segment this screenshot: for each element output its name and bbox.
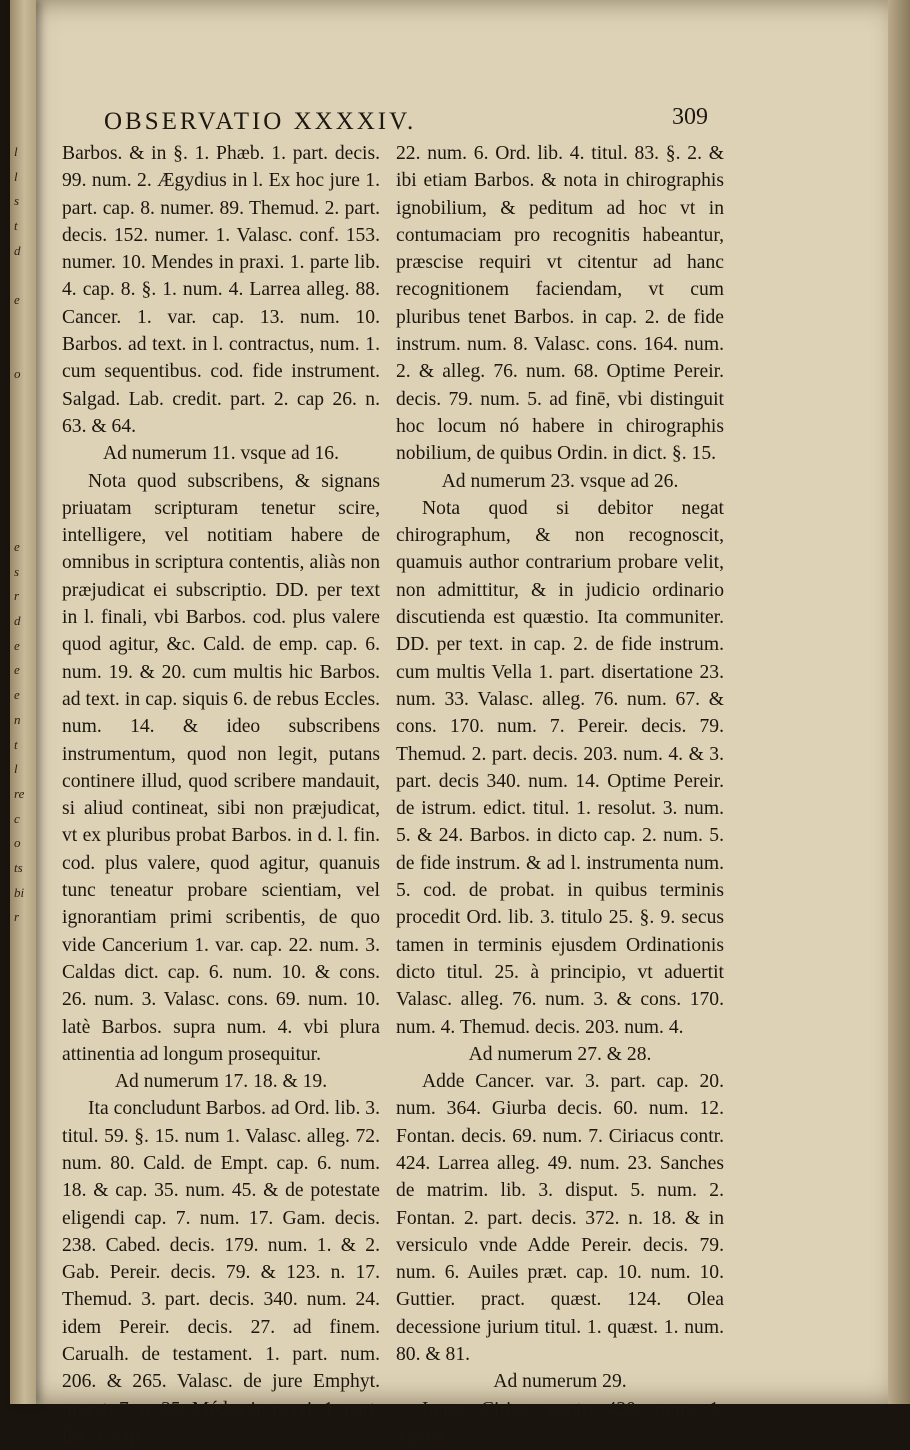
- page-header: [60, 100, 720, 140]
- left-paragraph-2: Nota quod subscribens, & signans priuatam scripturam tenetur scire, intelligere, vel notitiam habere de omnibus in scriptura contentis, aliàs non præjudicat ei subscriptio. DD. per text in l. finali, vbi Barbos. cod. plus valere quod agitur, &c. Cald. de emp. cap. 6. num. 19. & 20. cum multis hic Barbos. ad text. in cap. siquis 6. de rebus Eccles. num. 14. & ideo subscribens instrumentum, quod non legit, putans continere illud, quod scribere mandauit, si aliud contineat, sibi non præjudicat, vt ex pluribus probat Barbos. in d. l. fin. cod. plus valere, quod agitur, quanuis tunc teneatur probare scientiam, vel ignorantiam primi scribentis, de quo vide Cancerium 1. var. cap. 22. num. 3. Caldas dict. cap. 6. num. 10. & cons. 26. num. 3. Valasc. cons. 69. num. 10. latè Barbos. supra num. 4. vbi plura attinentia ad longum prosequitur.: [62, 470, 380, 1065]
- page-number: 309: [672, 104, 708, 130]
- right-column: [396, 140, 724, 1450]
- left-column: [62, 140, 380, 1450]
- left-subheading-2: Ad numerum 17. 18. & 19.: [114, 1071, 328, 1093]
- page-edge-right: [888, 0, 910, 1404]
- left-paragraph-1: Barbos. & in §. 1. Phæb. 1. part. decis. 99. num. 2. Ægydius in l. Ex hoc jure 1. part. cap. 8. numer. 89. Themud. 2. part. decis. 152. numer. 1. Valasc. conf. 153. numer. 10. Mendes in praxi. 1. parte lib. 4. cap. 8. §. 1. num. 4. Larrea alleg. 88. Cancer. 1. var. cap. 13. num. 10. Barbos. ad text. in l. contractus, num. 1. cum sequentibus. cod. fide instrument. Salgad. Lab. credit. part. 2. cap 26. n. 63. & 64.: [62, 143, 380, 437]
- right-subheading-1: Ad numerum 23. vsque ad 26.: [441, 470, 679, 492]
- right-subheading-2: Ad numerum 27. & 28.: [468, 1043, 652, 1065]
- right-paragraph-1: 22. num. 6. Ord. lib. 4. titul. 83. §. 2. & ibi etiam Barbos. & nota in chirographis ignobilium, & peditum ad hoc vt in contumaciam pro recognitis habeantur, præscise requiri vt citentur ad hanc recognitionem faciendam, vt cum pluribus tenet Barbos. in cap. 2. de fide instrum. num. 8. Valasc. cons. 164. num. 2. & alleg. 76. num. 68. Optime Pereir. decis. 79. num. 5. ad finē, vbi distinguit hoc locum nó habere in chirographis nobilium, de quibus Ordin. in dict. §. 15.: [396, 143, 724, 465]
- right-subheading-3: Ad numerum 29.: [493, 1371, 627, 1393]
- left-paragraph-3: Ita concludunt Barbos. ad Ord. lib. 3. titul. 59. §. 15. num 1. Valasc. alleg. 72. num. 80. Cald. de Empt. cap. 6. num. 18. & cap. 35. num. 45. & de potestate eligendi cap. 7. num. 17. Gam. decis. 238. Cabed. decis. 179. num. 1. & 2. Gab. Pereir. decis. 79. & 123. n. 17. Themud. 3. part. decis. 340. num. 24. idem Pereir. decis. 27. ad finem. Carualh. de testament. 1. part. num. 206. & 265. Valasc. de jure Emphyt. quæst. 7. n. 25. Médes in praxi. 1. part. lib. 3. cap.: [62, 1098, 380, 1447]
- right-paragraph-4: Iunge Ciriac. contr. 420. num. 1. Valasc.: [396, 1398, 724, 1447]
- right-paragraph-3: Adde Cancer. var. 3. part. cap. 20. num. 364. Giurba decis. 60. num. 12. Fontan. decis. 69. num. 7. Ciriacus contr. 424. Larrea alleg. 49. num. 23. Sanches de matrim. lib. 3. disput. 5. num. 2. Fontan. 2. part. decis. 372. n. 18. & in versiculo vnde Adde Pereir. decis. 79. num. 6. Auiles præt. cap. 10. num. 10. Guttier. pract. quæst. 124. Olea decessione jurium titul. 1. quæst. 1. num. 80. & 81.: [396, 1071, 724, 1366]
- running-title: OBSERVATIO XXXXIV.: [104, 108, 417, 135]
- facing-page-margin-text: l l s t d e o e s r d e e e n t l re c o ts bi r: [14, 144, 25, 925]
- right-paragraph-2: Nota quod si debitor negat chirographum, & non recognoscit, quamuis author contrarium probare velit, non admittitur, & in judicio ordinario discutienda est quæstio. Ita communiter. DD. per text. in cap. 2. de fide instrum. cum multis Vella 1. part. disertatione 23. num. 33. Valasc. alleg. 76. num. 67. & cons. 170. num. 7. Pereir. decis. 79. Themud. 2. part. decis. 203. num. 4. & 3. part. decis 340. num. 14. Optime Pereir. de istrum. edict. titul. 1. resolut. 3. num. 5. & 24. Barbos. in dicto cap. 2. num. 5. de fide instrum. & ad l. instrumenta num. 5. cod. de probat. in quibus terminis procedit Ord. lib. 3. titulo 25. §. 9. secus tamen in terminis ejusdem Ordinationis dicto titul. 25. à principio, vt aduertit Valasc. alleg. 76. num. 3. & cons. 170. num. 4. Themud. decis. 203. num. 4.: [396, 497, 724, 1038]
- left-subheading-1: Ad numerum 11. vsque ad 16.: [103, 443, 339, 465]
